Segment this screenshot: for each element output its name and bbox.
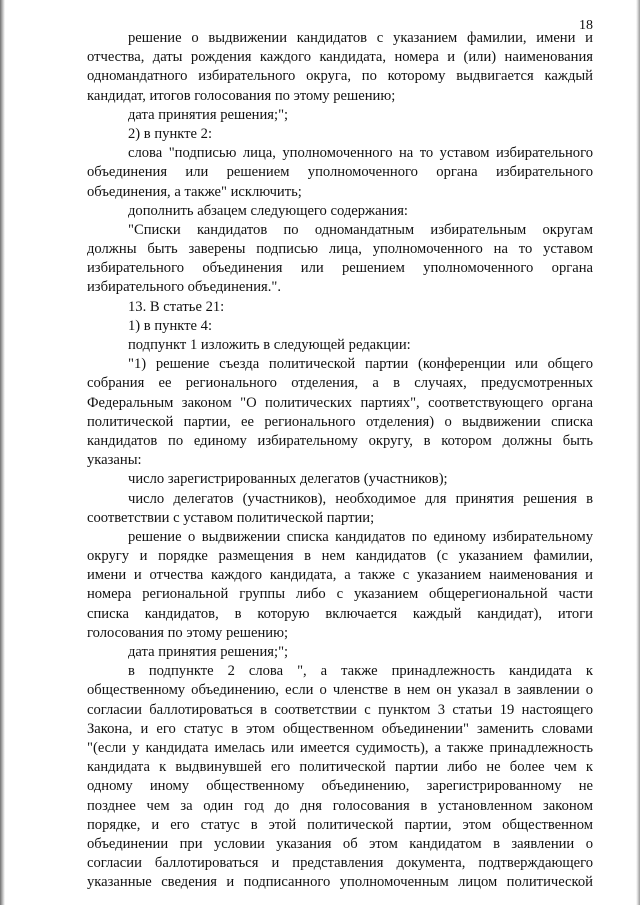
text-line: указаны: [87,452,142,469]
text-line: согласии баллотироваться и представления документа, подтверждающего [87,855,593,872]
text-line: подпункт 1 изложить в следующей редакции: [128,337,411,353]
text-line: объединения, а также" исключить; [87,183,302,200]
text-line: избирательного объединения или решением уполномоченного органа [87,260,593,277]
text-line: число делегатов (участников), необходимое для принятия решения в [128,490,593,507]
text-line: кандидат, итогов голосования по этому решению; [87,87,396,104]
text-line: списка кандидатов, в которую включается каждый кандидат), итоги [87,605,593,622]
text-line: имени и отчества каждого кандидата, а также с указанием наименования и [87,567,593,584]
text-line: Федеральным законом "О политических партиях", соответствующего органа [87,394,593,411]
page-number: 18 [579,18,593,33]
scan-edge-right [636,0,640,905]
text-line: число зарегистрированных делегатов (участников); [128,471,448,488]
text-line: в подпункте 2 слова ", а также принадлежность кандидата к [128,663,593,680]
text-line: слова "подписью лица, уполномоченного на то уставом избирательного [128,145,593,162]
text-line: дата принятия решения;"; [128,106,289,123]
text-line: кандидата к выдвинувшей его политической партии либо не более чем к [87,759,593,776]
text-line: соответствии с уставом политической партии; [87,509,375,526]
text-line: должны быть заверены подписью лица, уполномоченного на то уставом [87,241,593,258]
text-line: "Списки кандидатов по одномандатным избирательным округам [128,221,593,238]
text-line: 2) в пункте 2: [128,125,213,142]
text-line: решение о выдвижении кандидатов с указанием фамилии, имени и [128,30,593,46]
text-line: Закона, и его статус в этом общественном объединении" заменить словами [87,720,593,737]
text-line: "1) решение съезда политической партии (конференции или общего [128,356,593,373]
text-line: дата принятия решения;"; [128,644,289,660]
text-line: указанные сведения и подписанного уполномоченным лицом политической [87,874,593,891]
scan-edge-left [0,0,5,905]
text-line: позднее чем за один год до дня голосования в установленном законом [87,797,593,814]
text-line: голосования по этому решению; [87,624,289,641]
text-line: согласии баллотироваться в соответствии с пунктом 3 статьи 19 настоящего [87,701,593,718]
text-line: округу и порядке размещения в нем кандидатов (с указанием фамилии, [87,548,593,565]
text-line: одномандатного избирательного округа, по которому выдвигается каждый [87,68,593,85]
text-line: порядке, и его статус в этой политической партии, этом общественном [87,816,593,833]
text-line: одному иному общественному объединению, зарегистрированному не [87,778,593,795]
text-line: общественному объединению, если о членстве в нем он указал в заявлении о [87,682,593,699]
text-line: избирательного объединения.". [87,279,281,296]
text-line: номера региональной группы либо с указанием общерегиональной части [87,586,593,603]
text-line: кандидатов по единому избирательному округу, в котором должны быть [87,432,593,449]
text-line: собрания ее регионального отделения, а в случаях, предусмотренных [87,375,593,392]
text-line: "(если у кандидата имелась или имеется судимость), а также принадлежность [87,739,593,756]
document-body [87,29,593,892]
text-line: объединения или решением уполномоченного органа избирательного [87,164,593,181]
text-line: дополнить абзацем следующего содержания: [128,202,408,219]
text-line: решение о выдвижении списка кандидатов по единому избирательному [128,528,593,545]
text-line: 13. В статье 21: [128,298,225,315]
text-line: отчества, даты рождения каждого кандидата, номера и (или) наименования [87,49,593,66]
text-line: объединении при условии указания об этом кандидатом в заявлении о [87,835,593,852]
text-line: 1) в пункте 4: [128,317,213,334]
text-line: политической партии, ее регионального отделения) о выдвижении списка [87,413,593,430]
